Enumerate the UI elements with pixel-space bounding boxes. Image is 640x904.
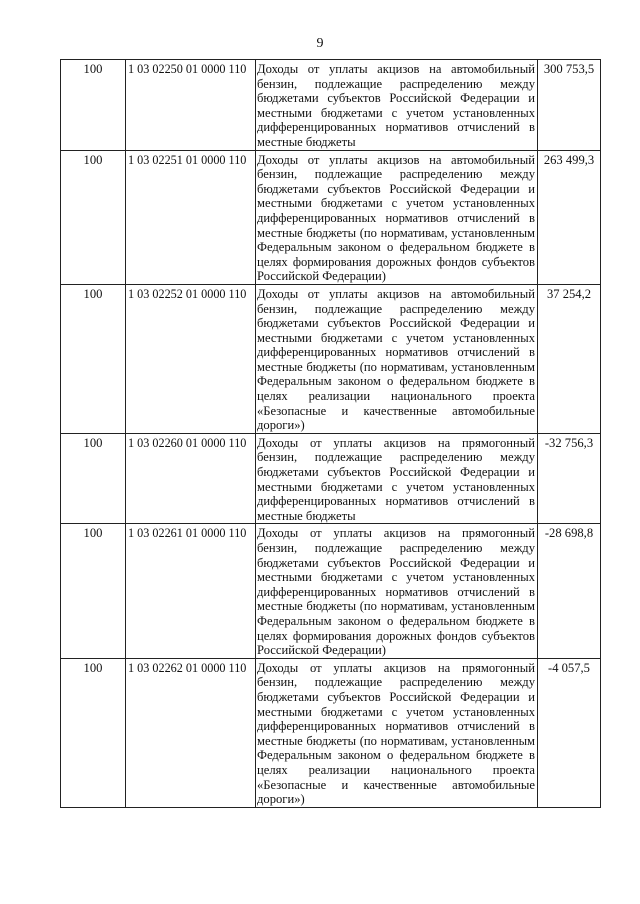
table-row (61, 658, 601, 807)
table-row (61, 524, 601, 658)
amount-cell: -4 057,5 (538, 658, 601, 807)
revenue-table (60, 59, 601, 808)
admin-code-cell: 100 (61, 284, 126, 433)
budget-classification-code-cell: 1 03 02260 01 0000 110 (126, 433, 256, 524)
amount-cell: 37 254,2 (538, 284, 601, 433)
revenue-name-cell: Доходы от уплаты акцизов на прямогонный бензин, подлежащие распределению между бюджетами субъектов Российской Федерации и местными бюджетами с учетом установленных дифференцированных нормативов отчислений в местные бюджеты (по нормативам, установленным Федеральным законом о федеральном бюджете в целях реализации национального проекта «Безопасные и качественные автомобильные дороги») (256, 658, 538, 807)
budget-classification-code-cell: 1 03 02261 01 0000 110 (126, 524, 256, 658)
admin-code-cell: 100 (61, 150, 126, 284)
amount-cell: 263 499,3 (538, 150, 601, 284)
table-row (61, 284, 601, 433)
revenue-name-cell: Доходы от уплаты акцизов на автомобильный бензин, подлежащие распределению между бюджетами субъектов Российской Федерации и местными бюджетами с учетом установленных дифференцированных нормативов отчислений в местные бюджеты (по нормативам, установленным Федеральным законом о федеральном бюджете в целях формирования дорожных фондов субъектов Российской Федерации) (256, 150, 538, 284)
budget-classification-code-cell: 1 03 02252 01 0000 110 (126, 284, 256, 433)
amount-cell: -28 698,8 (538, 524, 601, 658)
amount-cell: 300 753,5 (538, 60, 601, 151)
revenue-name-cell: Доходы от уплаты акцизов на прямогонный бензин, подлежащие распределению между бюджетами субъектов Российской Федерации и местными бюджетами с учетом установленных дифференцированных нормативов отчислений в местные бюджеты (по нормативам, установленным Федеральным законом о федеральном бюджете в целях формирования дорожных фондов субъектов Российской Федерации) (256, 524, 538, 658)
admin-code-cell: 100 (61, 60, 126, 151)
revenue-name-cell: Доходы от уплаты акцизов на автомобильный бензин, подлежащие распределению между бюджетами субъектов Российской Федерации и местными бюджетами с учетом установленных дифференцированных нормативов отчислений в местные бюджеты (по нормативам, установленным Федеральным законом о федеральном бюджете в целях реализации национального проекта «Безопасные и качественные автомобильные дороги») (256, 284, 538, 433)
revenue-name-cell: Доходы от уплаты акцизов на автомобильный бензин, подлежащие распределению между бюджетами субъектов Российской Федерации и местными бюджетами с учетом установленных дифференцированных нормативов отчислений в местные бюджеты (256, 60, 538, 151)
budget-classification-code-cell: 1 03 02262 01 0000 110 (126, 658, 256, 807)
table-row (61, 433, 601, 524)
amount-cell: -32 756,3 (538, 433, 601, 524)
page-number: 9 (316, 36, 324, 51)
budget-classification-code-cell: 1 03 02251 01 0000 110 (126, 150, 256, 284)
admin-code-cell: 100 (61, 658, 126, 807)
table-row (61, 150, 601, 284)
revenue-name-cell: Доходы от уплаты акцизов на прямогонный бензин, подлежащие распределению между бюджетами субъектов Российской Федерации и местными бюджетами с учетом установленных дифференцированных нормативов отчислений в местные бюджеты (256, 433, 538, 524)
table-row (61, 60, 601, 151)
budget-classification-code-cell: 1 03 02250 01 0000 110 (126, 60, 256, 151)
admin-code-cell: 100 (61, 524, 126, 658)
admin-code-cell: 100 (61, 433, 126, 524)
